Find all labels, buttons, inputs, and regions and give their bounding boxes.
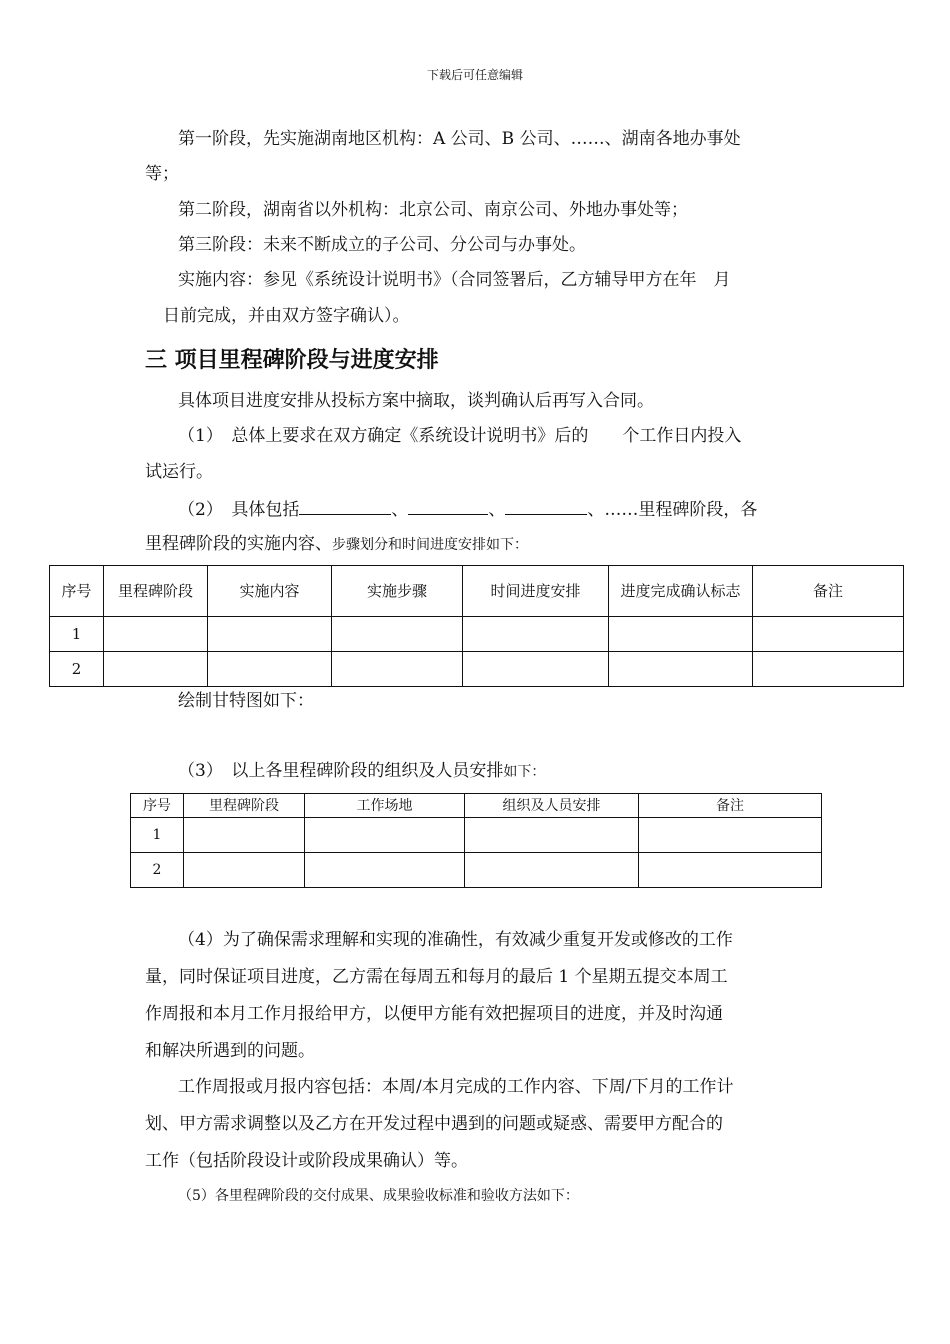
item-2-prefix: （2） 具体包括 — [178, 500, 300, 520]
table-cell — [184, 818, 305, 853]
table-cell — [753, 617, 904, 652]
table-cell — [332, 652, 463, 687]
item-2-suffix: 、……里程碑阶段，各 — [587, 500, 758, 520]
phase-two-text: 第二阶段，湖南省以外机构：北京公司、南京公司、外地办事处等； — [178, 200, 688, 220]
item-1-text: （1） 总体上要求在双方确定《系统设计说明书》后的 个工作日内投入 — [178, 426, 742, 446]
blank-line-1 — [299, 496, 391, 515]
implementation-content-text: 实施内容：参见《系统设计说明书》（合同签署后，乙方辅导甲方在年 月 — [178, 270, 731, 290]
table-cell — [609, 617, 753, 652]
item-3-text — [178, 760, 545, 783]
table-header-row — [131, 794, 822, 818]
table-cell: 1 — [131, 818, 184, 853]
table-cell: 1 — [50, 617, 104, 652]
section-heading: 三 项目里程碑阶段与进度安排 — [145, 348, 439, 373]
table-cell — [463, 617, 609, 652]
item-2-sep2: 、 — [488, 500, 506, 520]
gantt-note: 绘制甘特图如下： — [178, 691, 314, 711]
phase-three-text: 第三阶段：未来不断成立的子公司、分公司与办事处。 — [178, 235, 586, 255]
table-row — [131, 818, 822, 853]
report-content-line: 工作周报或月报内容包括：本周/本月完成的工作内容、下周/下月的工作计 — [178, 1077, 734, 1097]
table-header-cell: 里程碑阶段 — [184, 794, 305, 818]
item-2-cont-main: 里程碑阶段的实施内容、 — [145, 534, 332, 554]
table-row — [131, 853, 822, 888]
item-3-small: 如下： — [503, 764, 546, 780]
item-4-line: 和解决所遇到的问题。 — [145, 1041, 315, 1061]
table-header-cell: 工作场地 — [305, 794, 465, 818]
table-cell — [463, 652, 609, 687]
table-header-cell: 备注 — [753, 566, 904, 617]
implementation-content-continuation: 日前完成，并由双方签字确认）。 — [163, 306, 410, 326]
item-4-line: 作周报和本月工作月报给甲方，以便甲方能有效把握项目的进度，并及时沟通 — [145, 1004, 723, 1024]
table-cell — [465, 818, 639, 853]
report-content-line: 划、甲方需求调整以及乙方在开发过程中遇到的问题或疑惑、需要甲方配合的 — [145, 1114, 723, 1134]
table-cell — [639, 818, 822, 853]
item-3-main: （3） 以上各里程碑阶段的组织及人员安排 — [178, 761, 504, 781]
table-header-cell: 组织及人员安排 — [465, 794, 639, 818]
table-cell — [465, 853, 639, 888]
table-header-cell: 里程碑阶段 — [104, 566, 208, 617]
table-header-cell: 备注 — [639, 794, 822, 818]
table-cell — [753, 652, 904, 687]
table-header-cell: 进度完成确认标志 — [609, 566, 753, 617]
table-cell: 2 — [50, 652, 104, 687]
table-cell — [208, 617, 332, 652]
report-content-line: 工作（包括阶段设计或阶段成果确认）等。 — [145, 1151, 468, 1171]
table-row — [50, 652, 904, 687]
item-4-line: （4）为了确保需求理解和实现的准确性，有效减少重复开发或修改的工作 — [178, 930, 733, 950]
table-cell — [104, 617, 208, 652]
table-header-cell: 序号 — [50, 566, 104, 617]
table-cell — [305, 818, 465, 853]
item-2-sep1: 、 — [391, 500, 409, 520]
table-row — [50, 617, 904, 652]
table-cell — [184, 853, 305, 888]
table-header-cell: 实施步骤 — [332, 566, 463, 617]
table-cell — [208, 652, 332, 687]
phase-one-text: 第一阶段，先实施湖南地区机构：A 公司、B 公司、……、湖南各地办事处 — [178, 129, 741, 149]
item-4-line: 量，同时保证项目进度，乙方需在每周五和每月的最后 1 个星期五提交本周工 — [145, 967, 728, 987]
schedule-intro: 具体项目进度安排从投标方案中摘取，谈判确认后再写入合同。 — [178, 391, 654, 411]
table-cell — [639, 853, 822, 888]
table-cell: 2 — [131, 853, 184, 888]
table-header-cell: 时间进度安排 — [463, 566, 609, 617]
table-header-cell: 实施内容 — [208, 566, 332, 617]
milestone-table — [49, 565, 904, 687]
item-2-cont-small: 步骤划分和时间进度安排如下： — [332, 537, 528, 553]
table-cell — [305, 853, 465, 888]
table-cell — [609, 652, 753, 687]
table-header-cell: 序号 — [131, 794, 184, 818]
page-header: 下载后可任意编辑 — [426, 68, 523, 82]
phase-one-continuation: 等； — [145, 164, 179, 184]
item-2-text — [178, 496, 757, 521]
item-5-text: （5）各里程碑阶段的交付成果、成果验收标准和验收方法如下： — [178, 1188, 579, 1204]
item-1-continuation: 试运行。 — [145, 462, 213, 482]
staffing-table — [130, 793, 822, 888]
table-cell — [332, 617, 463, 652]
blank-line-2 — [408, 496, 488, 515]
table-cell — [104, 652, 208, 687]
item-2-continuation — [145, 533, 528, 556]
blank-line-3 — [505, 496, 587, 515]
table-header-row — [50, 566, 904, 617]
